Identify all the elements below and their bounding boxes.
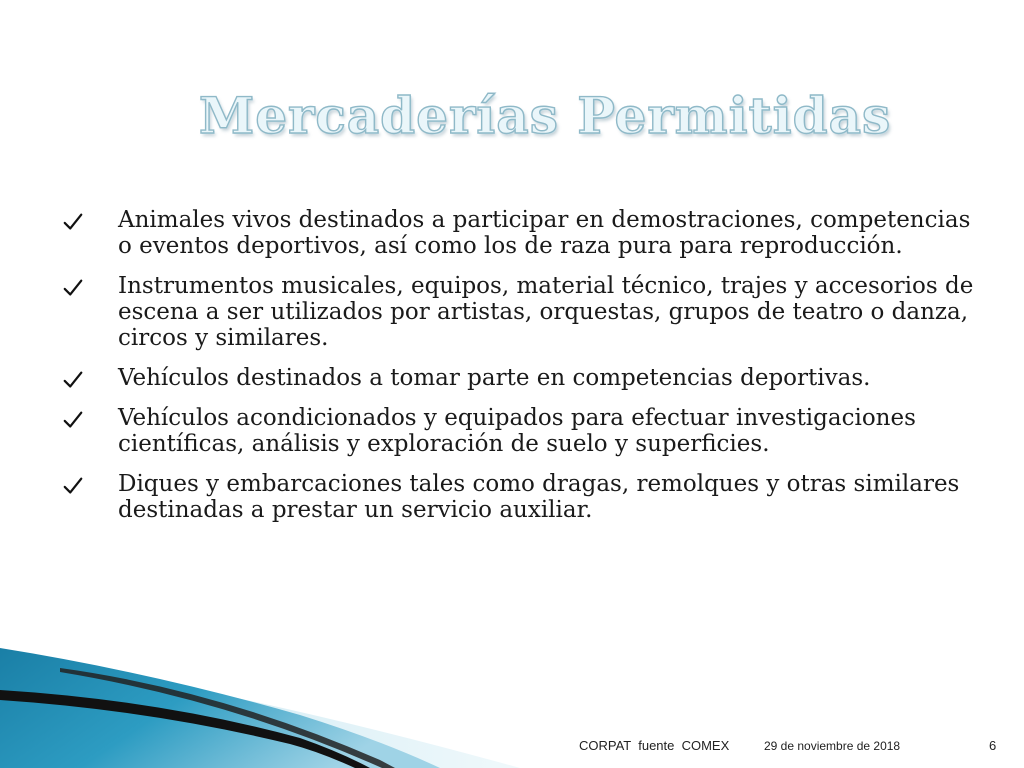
page-number: 6: [989, 738, 997, 753]
list-item: [62, 471, 982, 523]
check-icon: [62, 277, 84, 299]
check-icon: [62, 211, 84, 233]
list-item: [62, 405, 982, 457]
check-icon: [62, 369, 84, 391]
list-item: [62, 273, 982, 351]
footer-date: 29 de noviembre de 2018: [764, 739, 901, 753]
list-item: [62, 365, 982, 391]
footer-source: CORPAT fuente COMEX: [579, 738, 730, 753]
bullet-text: Vehículos acondicionados y equipados para efectuar investigaciones científicas, análisis y exploración de suelo y superficies.: [118, 405, 916, 457]
bullet-list: [62, 207, 982, 537]
slide-title: Mercaderías Permitidas: [198, 86, 892, 145]
bullet-text: Vehículos destinados a tomar parte en competencias deportivas.: [118, 365, 871, 391]
list-item: [62, 207, 982, 259]
bullet-text: Animales vivos destinados a participar en demostraciones, competencias o eventos deportivos, así como los de raza pura para reproducción.: [118, 207, 971, 259]
check-icon: [62, 409, 84, 431]
bullet-text: Instrumentos musicales, equipos, material técnico, trajes y accesorios de escena a ser utilizados por artistas, orquestas, grupos de teatro o danza, circos y similares.: [118, 273, 974, 351]
bullet-text: Diques y embarcaciones tales como dragas, remolques y otras similares destinadas a prestar un servicio auxiliar.: [118, 471, 960, 523]
check-icon: [62, 475, 84, 497]
